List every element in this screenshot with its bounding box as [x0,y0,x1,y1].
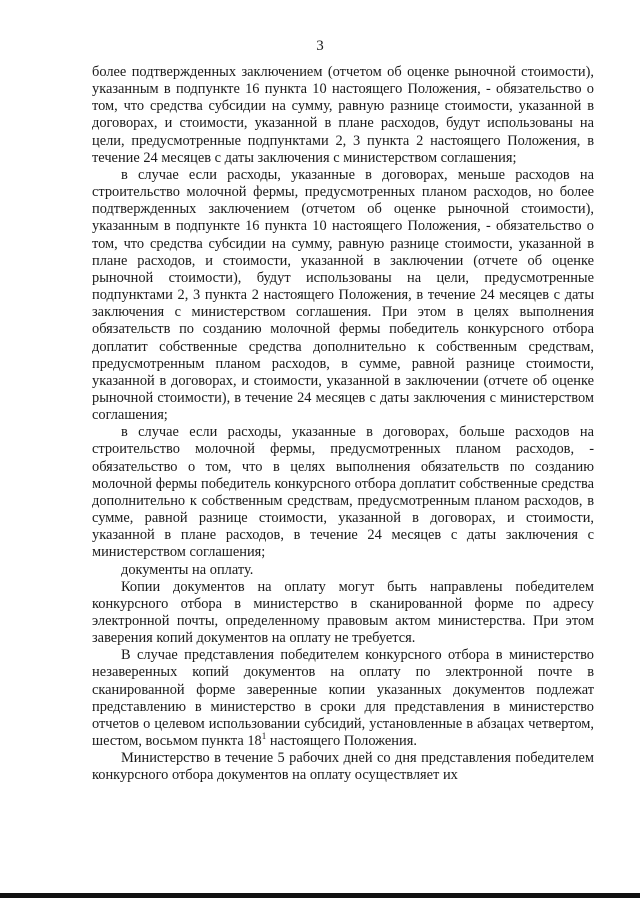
page-number: 3 [316,38,324,54]
paragraph-continuation: более подтвержденных заключением (отчетом об оценке рыночной стоимости), указанным в подпункте 16 пункта 10 настоящего Положения, - обязательство о том, что средства субсидии на сумму, равную разнице стоимости, указанной в договорах, и стоимости, указанной в плане расходов, будут использованы на цели, предусмотренные подпунктами 2, 3 пункта 2 настоящего Положения, в течение 24 месяцев с даты заключения с министерством соглашения; [92,64,594,166]
page-bottom-border [0,893,640,898]
paragraph-scanned-copies: Копии документов на оплату могут быть направлены победителем конкурсного отбора в министерство в сканированной форме по адресу электронной почты, определенному правовым актом министерства. При этом заверения копий документов на оплату не требуется. [92,578,594,647]
document-body [92,64,594,785]
paragraph-expenses-less: в случае если расходы, указанные в договорах, меньше расходов на строительство молочной фермы, предусмотренных планом расходов, но более подтвержденных заключением (отчетом об оценке рыночной стоимости), указанным в подпункте 16 пункта 10 настоящего Положения, - обязательство о том, что средства субсидии на сумму, равную разнице стоимости, указанной в плане расходов, и стоимости, указанной в заключении (отчете об оценке рыночной стоимости), будут использованы на цели, предусмотренные подпунктами 2, 3 пункта 2 настоящего Положения, в течение 24 месяцев с даты заключения с министерством соглашения. При этом в целях выполнения обязательств по созданию молочной фермы победитель конкурсного отбора доплатит собственные средства дополнительно к собственным средствам, предусмотренным планом расходов, в сумме, равной разнице стоимости, указанной в договорах, и стоимости, указанной в заключении (отчете об оценке рыночной стоимости), в течение 24 месяцев с даты заключения с министерством соглашения; [92,166,594,424]
paragraph-payment-documents: документы на оплату. [121,561,254,578]
paragraph-uncertified-copies-text: В случае представления победителем конкурсного отбора в министерство незаверенных копий документов на оплату по электронной почте в сканированной форме заверенные копии указанных документов подлежат представлению в министерство в сроки для представления в министерство отчетов о целевом использовании субсидий, установленные в абзацах четвертом, шестом, восьмом пункта 18 [92,647,594,750]
paragraph-uncertified-copies [92,647,594,750]
paragraph-uncertified-copies-end: настоящего Положения. [266,733,417,750]
paragraph-expenses-greater: в случае если расходы, указанные в договорах, больше расходов на строительство молочной фермы, предусмотренных планом расходов, - обязательство о том, что в целях выполнения обязательств по созданию молочной фермы победитель конкурсного отбора доплатит собственные средства дополнительно к собственным средствам, предусмотренным планом расходов, в сумме, равной разнице стоимости, указанной в договорах, и стоимости, указанной в плане расходов, в течение 24 месяцев с даты заключения с министерством соглашения; [92,424,594,561]
footnote-superscript: 1 [261,731,267,742]
paragraph-ministry-review: Министерство в течение 5 рабочих дней со дня представления победителем конкурсного отбора документов на оплату осуществляет их [92,750,594,784]
